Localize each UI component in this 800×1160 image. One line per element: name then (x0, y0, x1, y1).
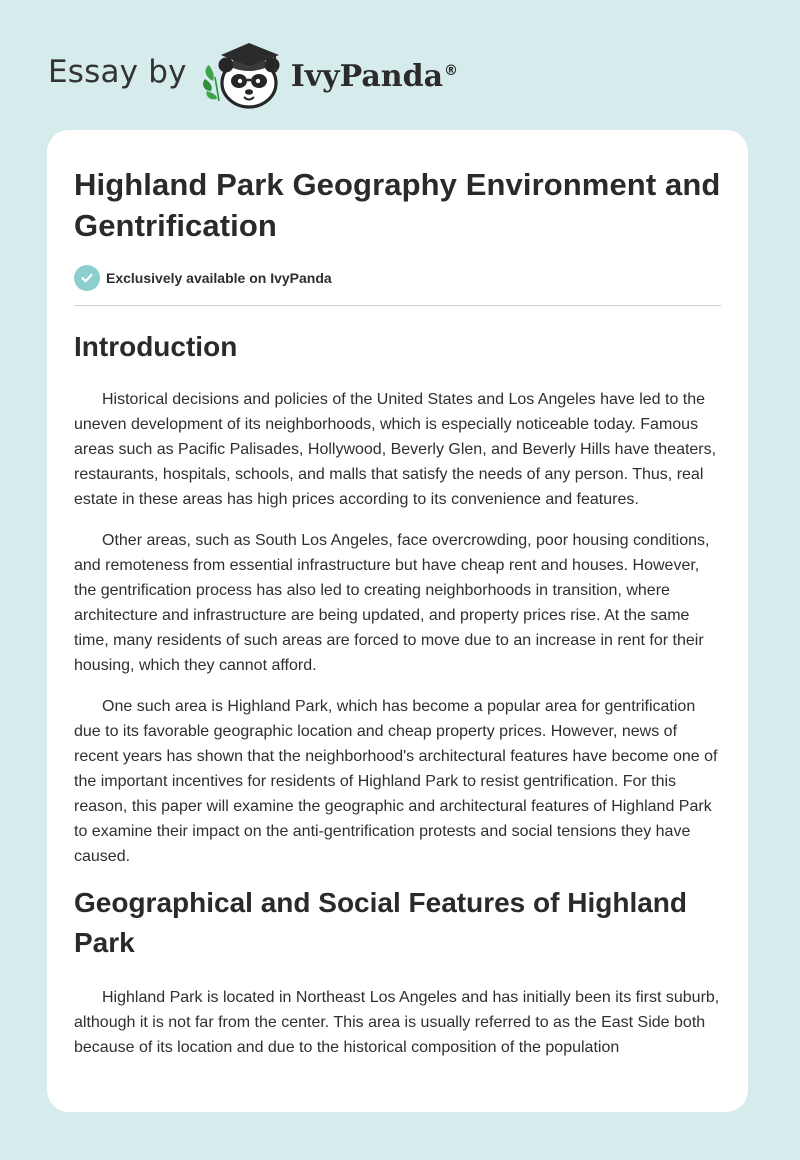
divider (74, 305, 721, 306)
availability-text: Exclusively available on IvyPanda (106, 270, 332, 286)
availability-badge (74, 264, 721, 292)
paragraph: Historical decisions and policies of the United States and Los Angeles have led to the uneven development of its neighborhoods, which is especially noticeable today. Famous areas such as Pacific Palisades, Hollywood, Beverly Glen, and Beverly Hills have theaters, restaurants, hospitals, schools, and malls that satisfy the needs of any person. Thus, real estate in these areas has high prices according to its convenience and features. (74, 391, 717, 508)
paragraph: One such area is Highland Park, which has become a popular area for gentrification due to its favorable geographic location and cheap property prices. However, news of recent years has shown that the neighborhood's architectural features have become one of the important incentives for residents of Highland Park to resist gentrification. For this reason, this paper will examine the geographic and architectural features of Highland Park to examine their impact on the anti-gentrification protests and social tensions they have caused. (74, 698, 718, 865)
section-heading-geography: Geographical and Social Features of Highland Park (74, 887, 688, 958)
brand-name (291, 59, 458, 94)
essay-title: Highland Park Geography Environment and Gentrification (74, 167, 721, 243)
section-heading-introduction: Introduction (74, 331, 238, 362)
paragraph: Highland Park is located in Northeast Los Angeles and has initially been its first suburb, although it is not far from the center. This area is usually referred to as the East Side both because of its location and due to the historical composition of the population (74, 989, 720, 1056)
essay-card (47, 130, 748, 1112)
check-circle-icon (74, 265, 100, 291)
brand-prefix: Essay by (48, 54, 187, 90)
panda-graduate-logo-icon (201, 37, 287, 111)
brand-header[interactable] (48, 34, 458, 114)
brand-name-text: IvyPanda (290, 58, 444, 94)
registered-mark: ® (444, 62, 459, 79)
paragraph: Other areas, such as South Los Angeles, face overcrowding, poor housing conditions, and remoteness from essential infrastructure but have cheap rent and houses. However, the gentrification process has also led to creating neighborhoods in transition, where architecture and infrastructure are being updated, and property prices rise. At the same time, many residents of such areas are forced to move due to an increase in rent for their housing, which they cannot afford. (74, 532, 710, 674)
